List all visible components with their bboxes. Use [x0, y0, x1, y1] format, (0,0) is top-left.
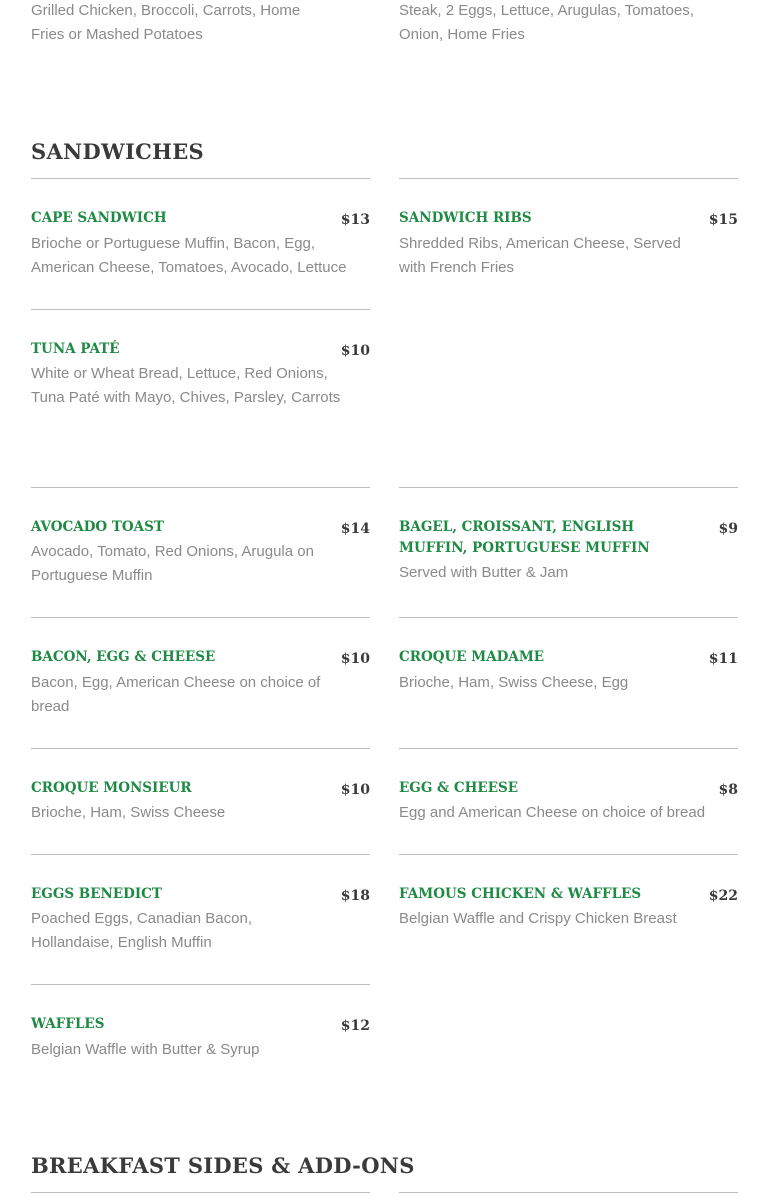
menu-item — [399, 647, 738, 727]
divider — [31, 854, 370, 855]
menu-item-price: $9 — [718, 521, 738, 537]
menu-item-price: $15 — [708, 212, 738, 228]
divider — [31, 309, 370, 310]
menu-item-name: WAFFLES — [31, 1016, 105, 1032]
divider — [399, 178, 738, 179]
menu-item-name: EGG & CHEESE — [399, 780, 519, 796]
menu-item-description: White or Wheat Bread, Lettuce, Red Onions, Tuna Paté with Mayo, Chives, Parsley, Carrots — [31, 365, 341, 406]
menu-item-name: EGGS BENEDICT — [31, 886, 162, 902]
menu-item-price: $12 — [340, 1018, 370, 1034]
menu-item-price: $10 — [340, 343, 370, 359]
divider — [31, 748, 370, 749]
divider — [399, 487, 738, 488]
menu-item-name: SANDWICH RIBS — [399, 210, 532, 226]
menu-item-description: Brioche, Ham, Swiss Cheese, Egg — [399, 674, 629, 691]
menu-item-price: $11 — [708, 651, 738, 667]
menu-item-price: $13 — [340, 212, 370, 228]
menu-item-name: TUNA PATÉ — [31, 341, 120, 357]
divider — [399, 617, 738, 618]
menu-item-price: $8 — [718, 782, 738, 798]
divider — [399, 854, 738, 855]
divider — [31, 617, 370, 618]
menu-item-price: $10 — [340, 782, 370, 798]
divider — [399, 748, 738, 749]
divider — [31, 178, 370, 179]
divider — [31, 1192, 370, 1193]
menu-item — [399, 208, 738, 288]
menu-item-description: Brioche, Ham, Swiss Cheese — [31, 804, 226, 821]
menu-item-description: Brioche or Portuguese Muffin, Bacon, Egg, American Cheese, Tomatoes, Avocado, Lettuce — [31, 235, 347, 276]
menu-item — [31, 778, 370, 838]
section-title: SANDWICHES — [31, 139, 204, 164]
menu-item-description: Grilled Chicken, Broccoli, Carrots, Home Fries or Mashed Potatoes — [31, 2, 301, 43]
menu-item-description: Belgian Waffle with Butter & Syrup — [31, 1041, 260, 1058]
menu-item — [31, 208, 370, 288]
menu-item-name: BACON, EGG & CHEESE — [31, 649, 216, 665]
menu-item-name: CROQUE MONSIEUR — [31, 780, 192, 796]
menu-item-description: Served with Butter & Jam — [399, 564, 569, 581]
menu-item-description: Bacon, Egg, American Cheese on choice of bread — [31, 674, 321, 715]
menu-item-name: BAGEL, CROISSANT, ENGLISH MUFFIN, PORTUGUESE MUFFIN — [399, 519, 650, 556]
menu-item-price: $10 — [340, 651, 370, 667]
menu-item-description: Belgian Waffle and Crispy Chicken Breast — [399, 910, 677, 927]
menu-item — [31, 1014, 370, 1074]
menu-item-price: $18 — [340, 888, 370, 904]
menu-item — [31, 339, 370, 419]
menu-item — [31, 647, 370, 727]
menu-item — [31, 884, 370, 964]
menu-item-description: Egg and American Cheese on choice of bread — [399, 804, 706, 821]
divider — [31, 984, 370, 985]
section-title: BREAKFAST SIDES & ADD-ONS — [31, 1153, 415, 1178]
menu-item-name: CROQUE MADAME — [399, 649, 545, 665]
menu-item-description: Poached Eggs, Canadian Bacon, Hollandaise, English Muffin — [31, 910, 252, 951]
menu-item-description: Shredded Ribs, American Cheese, Served with French Fries — [399, 235, 681, 276]
menu-item-name: AVOCADO TOAST — [31, 519, 164, 535]
menu-item-price: $22 — [708, 888, 738, 904]
menu-item — [399, 517, 738, 597]
menu-item-description: Avocado, Tomato, Red Onions, Arugula on Portuguese Muffin — [31, 543, 314, 584]
divider — [31, 487, 370, 488]
menu-item-price: $14 — [340, 521, 370, 537]
menu-item-description: Steak, 2 Eggs, Lettuce, Arugulas, Tomatoes, Onion, Home Fries — [399, 2, 694, 43]
menu-item — [399, 778, 738, 838]
menu-item — [31, 517, 370, 597]
menu-item-name: FAMOUS CHICKEN & WAFFLES — [399, 886, 642, 902]
menu-item-name: CAPE SANDWICH — [31, 210, 167, 226]
divider — [399, 1192, 738, 1193]
menu-item — [399, 884, 738, 944]
